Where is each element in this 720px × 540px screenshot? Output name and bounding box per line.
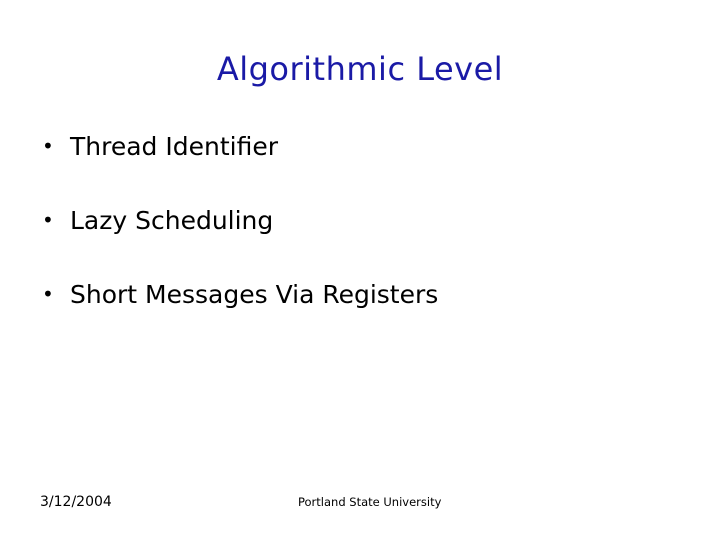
bullet-text: Thread Identifier bbox=[70, 131, 278, 161]
footer-organization: Portland State University bbox=[298, 495, 442, 509]
footer-date: 3/12/2004 bbox=[40, 494, 112, 510]
bullet-icon: • bbox=[42, 208, 54, 232]
bullet-text: Short Messages Via Registers bbox=[70, 279, 439, 309]
bullet-item bbox=[40, 128, 680, 164]
slide-title: Algorithmic Level bbox=[216, 50, 504, 88]
bullet-item bbox=[40, 276, 680, 312]
bullet-list bbox=[40, 128, 680, 350]
bullet-text: Lazy Scheduling bbox=[70, 205, 274, 235]
bullet-icon: • bbox=[42, 134, 54, 158]
bullet-item bbox=[40, 202, 680, 238]
bullet-icon: • bbox=[42, 282, 54, 306]
